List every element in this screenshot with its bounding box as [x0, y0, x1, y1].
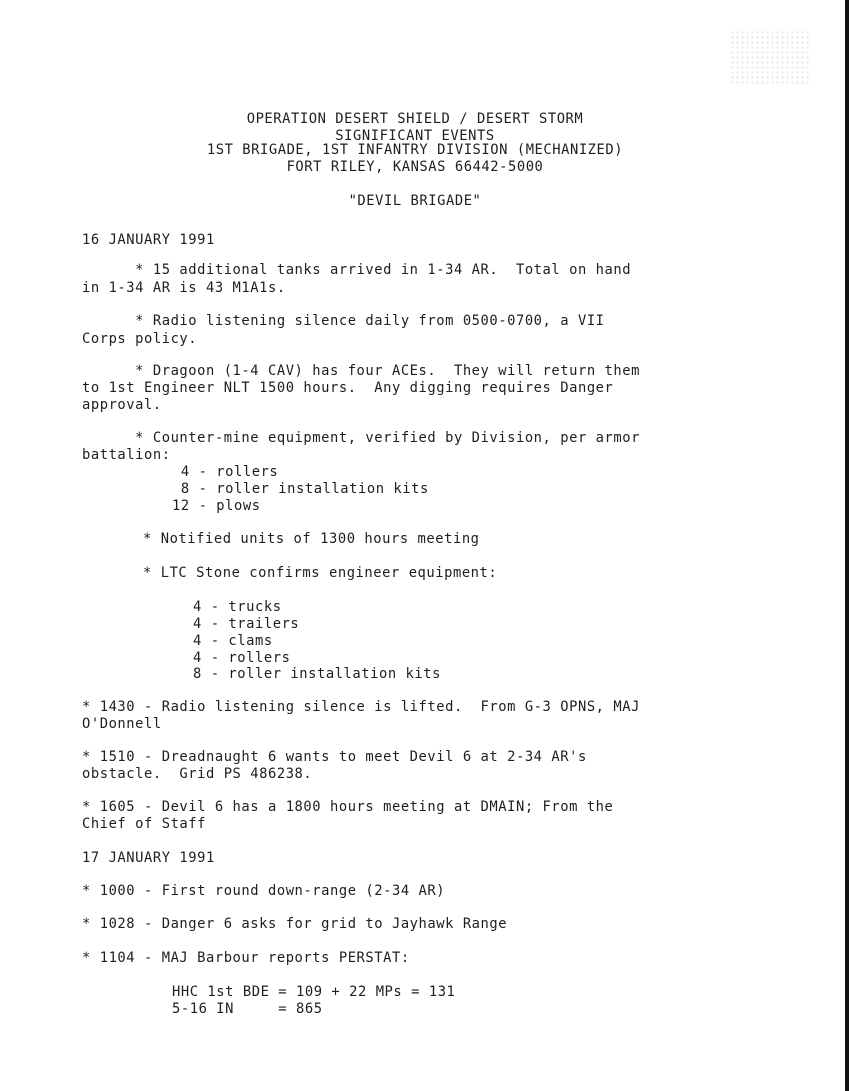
event-line: approval.	[82, 397, 162, 413]
list-item: 4 - trailers	[193, 616, 300, 632]
event-line: * 1104 - MAJ Barbour reports PERSTAT:	[82, 950, 410, 966]
header-subtitle: SIGNIFICANT EVENTS	[335, 128, 495, 144]
list-item: 4 - rollers	[172, 464, 279, 480]
list-item: 4 - rollers	[193, 650, 291, 666]
list-item: 12 - plows	[172, 498, 261, 514]
event-line: Corps policy.	[82, 331, 198, 347]
list-item: 4 - clams	[193, 633, 273, 649]
event-line: * LTC Stone confirms engineer equipment:	[143, 565, 498, 581]
header-nickname: "DEVIL BRIGADE"	[348, 193, 482, 209]
event-line: * 1430 - Radio listening silence is lifted. From G-3 OPNS, MAJ	[82, 699, 640, 715]
event-line: * 1000 - First round down-range (2-34 AR)	[82, 883, 446, 899]
event-line: * 1510 - Dreadnaught 6 wants to meet Devil 6 at 2-34 AR's	[82, 749, 587, 765]
event-line: * Dragoon (1-4 CAV) has four ACEs. They will return them	[82, 363, 640, 379]
page-border	[845, 0, 849, 1091]
list-item: 8 - roller installation kits	[193, 666, 441, 682]
event-line: * Counter-mine equipment, verified by Division, per armor	[82, 430, 640, 446]
event-line: * Radio listening silence daily from 0500-0700, a VII	[82, 313, 605, 329]
list-item: 5-16 IN = 865	[172, 1001, 323, 1017]
event-line: in 1-34 AR is 43 M1A1s.	[82, 280, 286, 296]
event-line: * 1605 - Devil 6 has a 1800 hours meeting at DMAIN; From the	[82, 799, 614, 815]
event-line: to 1st Engineer NLT 1500 hours. Any digging requires Danger	[82, 380, 614, 396]
list-item: 8 - roller installation kits	[172, 481, 429, 497]
event-line: * 1028 - Danger 6 asks for grid to Jayhawk Range	[82, 916, 508, 932]
event-line: O'Donnell	[82, 716, 162, 732]
event-line: Chief of Staff	[82, 816, 206, 832]
event-line: battalion:	[82, 447, 171, 463]
date-heading: 16 JANUARY 1991	[82, 232, 215, 248]
event-line: obstacle. Grid PS 486238.	[82, 766, 313, 782]
event-line: * Notified units of 1300 hours meeting	[143, 531, 480, 547]
header-unit: 1ST BRIGADE, 1ST INFANTRY DIVISION (MECHANIZED)	[206, 142, 624, 158]
list-item: HHC 1st BDE = 109 + 22 MPs = 131	[172, 984, 456, 1000]
date-heading: 17 JANUARY 1991	[82, 850, 215, 866]
header-title: OPERATION DESERT SHIELD / DESERT STORM	[246, 111, 584, 127]
event-line: * 15 additional tanks arrived in 1-34 AR. Total on hand	[82, 262, 632, 278]
scan-speckle	[730, 30, 810, 85]
list-item: 4 - trucks	[193, 599, 282, 615]
header-location: FORT RILEY, KANSAS 66442-5000	[286, 159, 544, 175]
